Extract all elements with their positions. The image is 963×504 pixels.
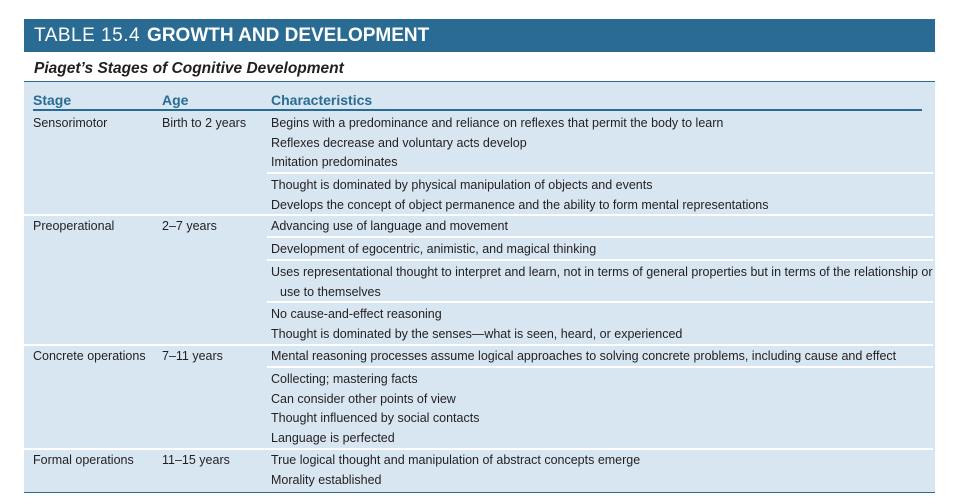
table-banner <box>24 19 935 52</box>
stages-table <box>24 81 935 493</box>
characteristics-group <box>271 370 931 448</box>
characteristics-group <box>271 305 931 344</box>
characteristic-line: use to themselves <box>280 284 381 299</box>
characteristic-line: True logical thought and manipulation of abstract concepts emerge <box>271 453 641 467</box>
table-subtitle: Piaget’s Stages of Cognitive Development <box>34 60 344 77</box>
characteristic-line: Language is perfected <box>271 430 395 445</box>
characteristic-line: Advancing use of language and movement <box>271 219 508 233</box>
characteristics-group <box>271 347 931 367</box>
row-separator <box>24 344 933 346</box>
characteristic-line: Thought influenced by social contacts <box>271 411 480 425</box>
header-rule <box>33 109 922 111</box>
stage-cell: Sensorimotor <box>33 116 108 130</box>
stage-cell: Concrete operations <box>33 349 146 363</box>
characteristics-group <box>271 176 931 215</box>
age-cell: 2–7 years <box>162 219 217 233</box>
group-separator <box>267 172 933 174</box>
table-name: GROWTH AND DEVELOPMENT <box>147 25 430 46</box>
characteristic-line: Morality established <box>271 472 382 487</box>
characteristic-line: Mental reasoning processes assume logical approaches to solving concrete problems, including cause and effect <box>271 349 897 363</box>
characteristics-group <box>271 240 931 260</box>
characteristics-group <box>271 263 931 302</box>
header-characteristics: Characteristics <box>271 92 373 108</box>
stage-cell: Formal operations <box>33 453 134 467</box>
characteristic-line: Collecting; mastering facts <box>271 372 418 386</box>
characteristic-line: No cause-and-effect reasoning <box>271 307 442 321</box>
group-separator <box>267 366 933 368</box>
age-cell: Birth to 2 years <box>162 116 247 130</box>
stage-cell: Preoperational <box>33 219 115 233</box>
characteristics-group <box>271 451 931 490</box>
header-stage: Stage <box>33 92 72 108</box>
age-cell: 7–11 years <box>162 349 223 363</box>
group-separator <box>267 236 933 238</box>
characteristics-group <box>271 217 931 237</box>
characteristic-line: Reflexes decrease and voluntary acts develop <box>271 135 527 150</box>
characteristic-line: Thought is dominated by physical manipulation of objects and events <box>271 178 653 192</box>
characteristic-line: Begins with a predominance and reliance on reflexes that permit the body to learn <box>271 116 724 130</box>
row-separator <box>24 448 933 450</box>
characteristic-line: Thought is dominated by the senses—what is seen, heard, or experienced <box>271 326 683 341</box>
age-cell: 11–15 years <box>162 453 230 467</box>
characteristic-line: Can consider other points of view <box>271 391 456 406</box>
header-age: Age <box>162 92 189 108</box>
characteristic-line: Imitation predominates <box>271 155 398 169</box>
row-separator <box>24 214 933 216</box>
group-separator <box>267 259 933 261</box>
characteristic-line: Develops the concept of object permanence and the ability to form mental representations <box>271 197 769 212</box>
table-number: TABLE 15.4 <box>34 25 141 46</box>
group-separator <box>267 301 933 303</box>
characteristic-line: Development of egocentric, animistic, and magical thinking <box>271 242 597 256</box>
characteristics-group <box>271 114 931 173</box>
characteristic-line: Uses representational thought to interpret and learn, not in terms of general properties but in terms of the relationship or <box>271 265 933 279</box>
